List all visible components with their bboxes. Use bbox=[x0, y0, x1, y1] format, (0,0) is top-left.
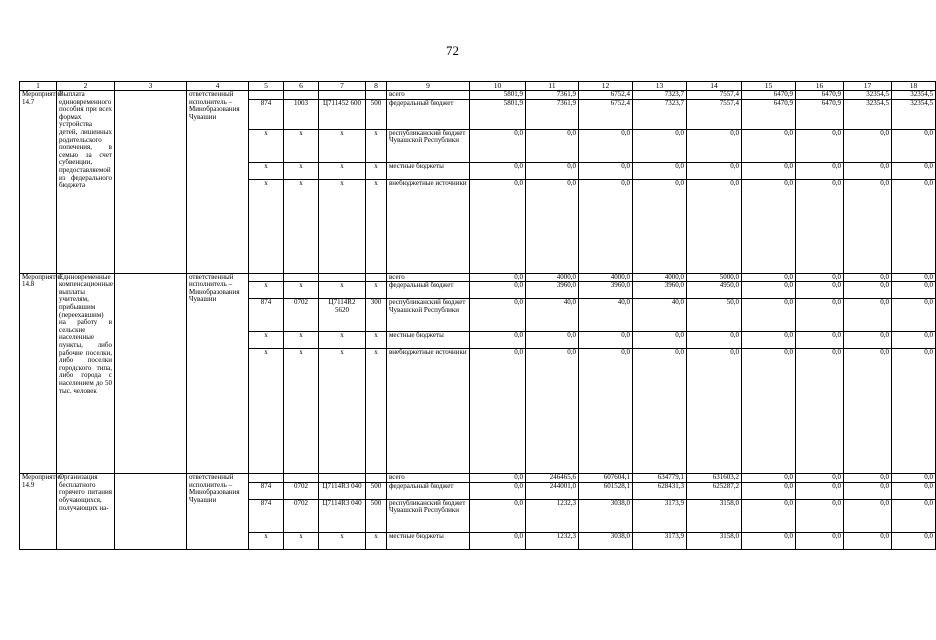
amount-value: 0,0 bbox=[844, 532, 892, 549]
amount-value: 0,0 bbox=[892, 282, 936, 299]
amount-value: 631603,2 bbox=[687, 474, 742, 483]
amount-value: 0,0 bbox=[892, 482, 936, 499]
amount-value: 0,0 bbox=[526, 332, 579, 349]
grbs-code: х bbox=[249, 129, 284, 162]
column-number: 4 bbox=[187, 82, 249, 91]
amount-value: 244001,0 bbox=[526, 482, 579, 499]
empty-cell bbox=[115, 91, 187, 274]
amount-value: 1232,3 bbox=[526, 532, 579, 549]
section-code: х bbox=[284, 162, 319, 179]
column-number: 3 bbox=[115, 82, 187, 91]
amount-value: 0,0 bbox=[470, 499, 526, 532]
column-number: 7 bbox=[319, 82, 366, 91]
grbs-code: 874 bbox=[249, 99, 284, 129]
amount-value: 0,0 bbox=[579, 179, 633, 273]
column-number-row bbox=[20, 82, 936, 91]
amount-value: 4950,0 bbox=[687, 282, 742, 299]
empty-cell bbox=[115, 474, 187, 550]
funding-source: всего bbox=[387, 273, 470, 282]
amount-value: 0,0 bbox=[526, 349, 579, 474]
amount-value: 246465,6 bbox=[526, 474, 579, 483]
amount-value: 0,0 bbox=[796, 129, 844, 162]
amount-value: 40,0 bbox=[526, 299, 579, 332]
amount-value: 0,0 bbox=[844, 482, 892, 499]
amount-value: 3173,9 bbox=[633, 499, 687, 532]
section-code: 1003 bbox=[284, 99, 319, 129]
amount-value: 32354,5 bbox=[892, 91, 936, 100]
page-number: 72 bbox=[446, 43, 459, 58]
amount-value: 32354,5 bbox=[892, 99, 936, 129]
target-article-code: х bbox=[319, 129, 366, 162]
funding-source: всего bbox=[387, 91, 470, 100]
section-code: х bbox=[284, 129, 319, 162]
grbs-code: х bbox=[249, 179, 284, 273]
amount-value: 0,0 bbox=[796, 349, 844, 474]
amount-value: 0,0 bbox=[892, 179, 936, 273]
event-name: Единовременные компенсационные выплаты учителям, прибывшим (переехавшим) на работу в сельские населенные пункты, либо рабочие поселки, либо поселки городского типа, либо города с населением до 50 тыс. человек bbox=[57, 273, 115, 474]
amount-value: 0,0 bbox=[579, 129, 633, 162]
amount-value: 4000,0 bbox=[579, 273, 633, 282]
section-code: х bbox=[284, 349, 319, 474]
table-row bbox=[20, 91, 936, 100]
amount-value: 0,0 bbox=[796, 273, 844, 282]
amount-value: 5801,9 bbox=[470, 91, 526, 100]
section-code: 0702 bbox=[284, 499, 319, 532]
event-name: Организация бесплатного горячего питания обучающихся, получающих на- bbox=[57, 474, 115, 550]
amount-value: 0,0 bbox=[742, 129, 796, 162]
amount-value: 0,0 bbox=[796, 282, 844, 299]
amount-value: 0,0 bbox=[470, 474, 526, 483]
amount-value: 0,0 bbox=[796, 162, 844, 179]
column-number: 2 bbox=[57, 82, 115, 91]
amount-value: 0,0 bbox=[844, 282, 892, 299]
amount-value: 0,0 bbox=[742, 299, 796, 332]
amount-value: 0,0 bbox=[892, 273, 936, 282]
expense-type-code bbox=[366, 91, 387, 100]
column-number: 16 bbox=[796, 82, 844, 91]
amount-value: 0,0 bbox=[844, 349, 892, 474]
amount-value: 3038,0 bbox=[579, 532, 633, 549]
amount-value: 0,0 bbox=[892, 162, 936, 179]
amount-value: 0,0 bbox=[687, 349, 742, 474]
expense-type-code: х bbox=[366, 532, 387, 549]
amount-value: 7557,4 bbox=[687, 99, 742, 129]
amount-value: 0,0 bbox=[796, 532, 844, 549]
amount-value: 0,0 bbox=[844, 273, 892, 282]
expense-type-code: х bbox=[366, 349, 387, 474]
amount-value: 0,0 bbox=[470, 332, 526, 349]
event-group bbox=[20, 91, 936, 274]
column-number: 1 bbox=[20, 82, 57, 91]
amount-value: 6470,9 bbox=[796, 99, 844, 129]
amount-value: 0,0 bbox=[844, 299, 892, 332]
target-article-code: Ц7114R3 040 bbox=[319, 482, 366, 499]
column-number: 11 bbox=[526, 82, 579, 91]
amount-value: 7557,4 bbox=[687, 91, 742, 100]
amount-value: 0,0 bbox=[796, 474, 844, 483]
event-name: Выплата единовременного пособия при всех формах устройства детей, лишенных родительского попечения, в семью за счет субвенции, предоставляемой из федерального бюджета bbox=[57, 91, 115, 274]
amount-value: 0,0 bbox=[470, 179, 526, 273]
amount-value: 628431,3 bbox=[633, 482, 687, 499]
event-id: Мероприятие 14.8 bbox=[20, 273, 57, 474]
funding-source: внебюджетные источники bbox=[387, 349, 470, 474]
amount-value: 0,0 bbox=[742, 162, 796, 179]
column-number: 13 bbox=[633, 82, 687, 91]
amount-value: 0,0 bbox=[742, 282, 796, 299]
amount-value: 0,0 bbox=[633, 332, 687, 349]
amount-value: 0,0 bbox=[844, 129, 892, 162]
amount-value: 0,0 bbox=[470, 482, 526, 499]
amount-value: 0,0 bbox=[796, 482, 844, 499]
grbs-code: 874 bbox=[249, 499, 284, 532]
target-article-code bbox=[319, 91, 366, 100]
grbs-code: 874 bbox=[249, 299, 284, 332]
column-number: 9 bbox=[387, 82, 470, 91]
amount-value: 0,0 bbox=[844, 474, 892, 483]
amount-value: 0,0 bbox=[687, 179, 742, 273]
amount-value: 625287,2 bbox=[687, 482, 742, 499]
target-article-code: Ц711452 600 bbox=[319, 99, 366, 129]
column-number: 12 bbox=[579, 82, 633, 91]
table-row bbox=[20, 474, 936, 483]
amount-value: 0,0 bbox=[796, 499, 844, 532]
grbs-code: х bbox=[249, 332, 284, 349]
funding-source: республиканский бюджет Чувашской Республики bbox=[387, 299, 470, 332]
amount-value: 0,0 bbox=[579, 332, 633, 349]
funding-source: республиканский бюджет Чувашской Республики bbox=[387, 129, 470, 162]
target-article-code: х bbox=[319, 532, 366, 549]
amount-value: 0,0 bbox=[844, 499, 892, 532]
amount-value: 0,0 bbox=[796, 299, 844, 332]
funding-source: республиканский бюджет Чувашской Республики bbox=[387, 499, 470, 532]
amount-value: 6752,4 bbox=[579, 99, 633, 129]
amount-value: 7323,7 bbox=[633, 99, 687, 129]
amount-value: 4000,0 bbox=[633, 273, 687, 282]
column-number: 17 bbox=[844, 82, 892, 91]
amount-value: 0,0 bbox=[470, 349, 526, 474]
amount-value: 3960,0 bbox=[526, 282, 579, 299]
target-article-code: Ц7114R2 5620 bbox=[319, 299, 366, 332]
amount-value: 3158,0 bbox=[687, 532, 742, 549]
amount-value: 0,0 bbox=[844, 162, 892, 179]
funding-source: федеральный бюджет bbox=[387, 282, 470, 299]
amount-value: 0,0 bbox=[633, 162, 687, 179]
amount-value: 0,0 bbox=[579, 162, 633, 179]
amount-value: 3960,0 bbox=[579, 282, 633, 299]
funding-source: местные бюджеты bbox=[387, 332, 470, 349]
amount-value: 0,0 bbox=[796, 179, 844, 273]
amount-value: 50,0 bbox=[687, 299, 742, 332]
table-row bbox=[20, 273, 936, 282]
column-number: 6 bbox=[284, 82, 319, 91]
amount-value: 0,0 bbox=[633, 349, 687, 474]
event-group bbox=[20, 273, 936, 474]
amount-value: 0,0 bbox=[742, 474, 796, 483]
section-code: 0702 bbox=[284, 299, 319, 332]
expense-type-code: х bbox=[366, 332, 387, 349]
amount-value: 0,0 bbox=[470, 282, 526, 299]
amount-value: 0,0 bbox=[579, 349, 633, 474]
amount-value: 5000,0 bbox=[687, 273, 742, 282]
amount-value: 7361,9 bbox=[526, 91, 579, 100]
amount-value: 601528,1 bbox=[579, 482, 633, 499]
amount-value: 6470,9 bbox=[742, 99, 796, 129]
grbs-code bbox=[249, 91, 284, 100]
grbs-code: 874 bbox=[249, 482, 284, 499]
amount-value: 0,0 bbox=[742, 349, 796, 474]
target-article-code: х bbox=[319, 162, 366, 179]
column-number: 14 bbox=[687, 82, 742, 91]
amount-value: 0,0 bbox=[892, 129, 936, 162]
amount-value: 0,0 bbox=[470, 129, 526, 162]
amount-value: 0,0 bbox=[687, 332, 742, 349]
amount-value: 0,0 bbox=[526, 162, 579, 179]
grbs-code: х bbox=[249, 282, 284, 299]
amount-value: 0,0 bbox=[892, 332, 936, 349]
funding-source: всего bbox=[387, 474, 470, 483]
amount-value: 0,0 bbox=[892, 532, 936, 549]
amount-value: 0,0 bbox=[742, 499, 796, 532]
amount-value: 32354,5 bbox=[844, 99, 892, 129]
amount-value: 3158,0 bbox=[687, 499, 742, 532]
amount-value: 634779,1 bbox=[633, 474, 687, 483]
funding-source: местные бюджеты bbox=[387, 162, 470, 179]
amount-value: 1232,3 bbox=[526, 499, 579, 532]
amount-value: 0,0 bbox=[796, 332, 844, 349]
amount-value: 5801,9 bbox=[470, 99, 526, 129]
amount-value: 0,0 bbox=[892, 349, 936, 474]
amount-value: 0,0 bbox=[844, 332, 892, 349]
amount-value: 0,0 bbox=[526, 129, 579, 162]
expense-type-code: х bbox=[366, 282, 387, 299]
funding-source: федеральный бюджет bbox=[387, 482, 470, 499]
expense-type-code: х bbox=[366, 179, 387, 273]
expense-type-code: 300 bbox=[366, 299, 387, 332]
amount-value: 0,0 bbox=[687, 162, 742, 179]
event-executor: ответственный исполнитель – Минобразования Чувашии bbox=[187, 91, 249, 274]
amount-value: 3960,0 bbox=[633, 282, 687, 299]
grbs-code: х bbox=[249, 162, 284, 179]
target-article-code: Ц7114R3 040 bbox=[319, 499, 366, 532]
amount-value: 0,0 bbox=[742, 179, 796, 273]
event-id: Мероприятие 14.7 bbox=[20, 91, 57, 274]
section-code: х bbox=[284, 532, 319, 549]
target-article-code: х bbox=[319, 179, 366, 273]
amount-value: 0,0 bbox=[892, 299, 936, 332]
column-number: 8 bbox=[366, 82, 387, 91]
target-article-code bbox=[319, 474, 366, 483]
section-code bbox=[284, 91, 319, 100]
column-number: 5 bbox=[249, 82, 284, 91]
amount-value: 7323,7 bbox=[633, 91, 687, 100]
expense-type-code: х bbox=[366, 129, 387, 162]
section-code: х bbox=[284, 282, 319, 299]
funding-source: местные бюджеты bbox=[387, 532, 470, 549]
empty-cell bbox=[115, 273, 187, 474]
section-code: 0702 bbox=[284, 482, 319, 499]
amount-value: 0,0 bbox=[470, 162, 526, 179]
amount-value: 0,0 bbox=[687, 129, 742, 162]
expense-type-code bbox=[366, 474, 387, 483]
amount-value: 3038,0 bbox=[579, 499, 633, 532]
expense-type-code: х bbox=[366, 162, 387, 179]
column-number: 15 bbox=[742, 82, 796, 91]
amount-value: 0,0 bbox=[742, 273, 796, 282]
amount-value: 0,0 bbox=[892, 499, 936, 532]
amount-value: 6470,9 bbox=[796, 91, 844, 100]
section-code: х bbox=[284, 332, 319, 349]
grbs-code bbox=[249, 474, 284, 483]
amount-value: 0,0 bbox=[742, 332, 796, 349]
event-group bbox=[20, 474, 936, 550]
amount-value: 40,0 bbox=[579, 299, 633, 332]
event-executor: ответственный исполнитель – Минобразования Чувашии bbox=[187, 474, 249, 550]
event-id: Мероприятие 14.9 bbox=[20, 474, 57, 550]
amount-value: 3173,9 bbox=[633, 532, 687, 549]
budget-table bbox=[19, 81, 936, 550]
section-code: х bbox=[284, 179, 319, 273]
amount-value: 0,0 bbox=[633, 129, 687, 162]
expense-type-code: 500 bbox=[366, 99, 387, 129]
amount-value: 40,0 bbox=[633, 299, 687, 332]
target-article-code: х bbox=[319, 282, 366, 299]
amount-value: 0,0 bbox=[470, 532, 526, 549]
target-article-code: х bbox=[319, 332, 366, 349]
amount-value: 0,0 bbox=[470, 299, 526, 332]
amount-value: 0,0 bbox=[742, 482, 796, 499]
amount-value: 6752,4 bbox=[579, 91, 633, 100]
expense-type-code: 500 bbox=[366, 499, 387, 532]
grbs-code: х bbox=[249, 532, 284, 549]
expense-type-code: 500 bbox=[366, 482, 387, 499]
amount-value: 0,0 bbox=[526, 179, 579, 273]
amount-value: 0,0 bbox=[892, 474, 936, 483]
amount-value: 0,0 bbox=[844, 179, 892, 273]
amount-value: 4000,0 bbox=[526, 273, 579, 282]
section-code bbox=[284, 474, 319, 483]
amount-value: 0,0 bbox=[470, 273, 526, 282]
event-executor: ответственный исполнитель – Минобразования Чувашии bbox=[187, 273, 249, 474]
column-number: 10 bbox=[470, 82, 526, 91]
funding-source: внебюджетные источники bbox=[387, 179, 470, 273]
amount-value: 0,0 bbox=[633, 179, 687, 273]
target-article-code: х bbox=[319, 349, 366, 474]
column-number: 18 bbox=[892, 82, 936, 91]
amount-value: 32354,5 bbox=[844, 91, 892, 100]
grbs-code: х bbox=[249, 349, 284, 474]
funding-source: федеральный бюджет bbox=[387, 99, 470, 129]
amount-value: 6470,9 bbox=[742, 91, 796, 100]
amount-value: 0,0 bbox=[742, 532, 796, 549]
amount-value: 7361,9 bbox=[526, 99, 579, 129]
amount-value: 607604,1 bbox=[579, 474, 633, 483]
